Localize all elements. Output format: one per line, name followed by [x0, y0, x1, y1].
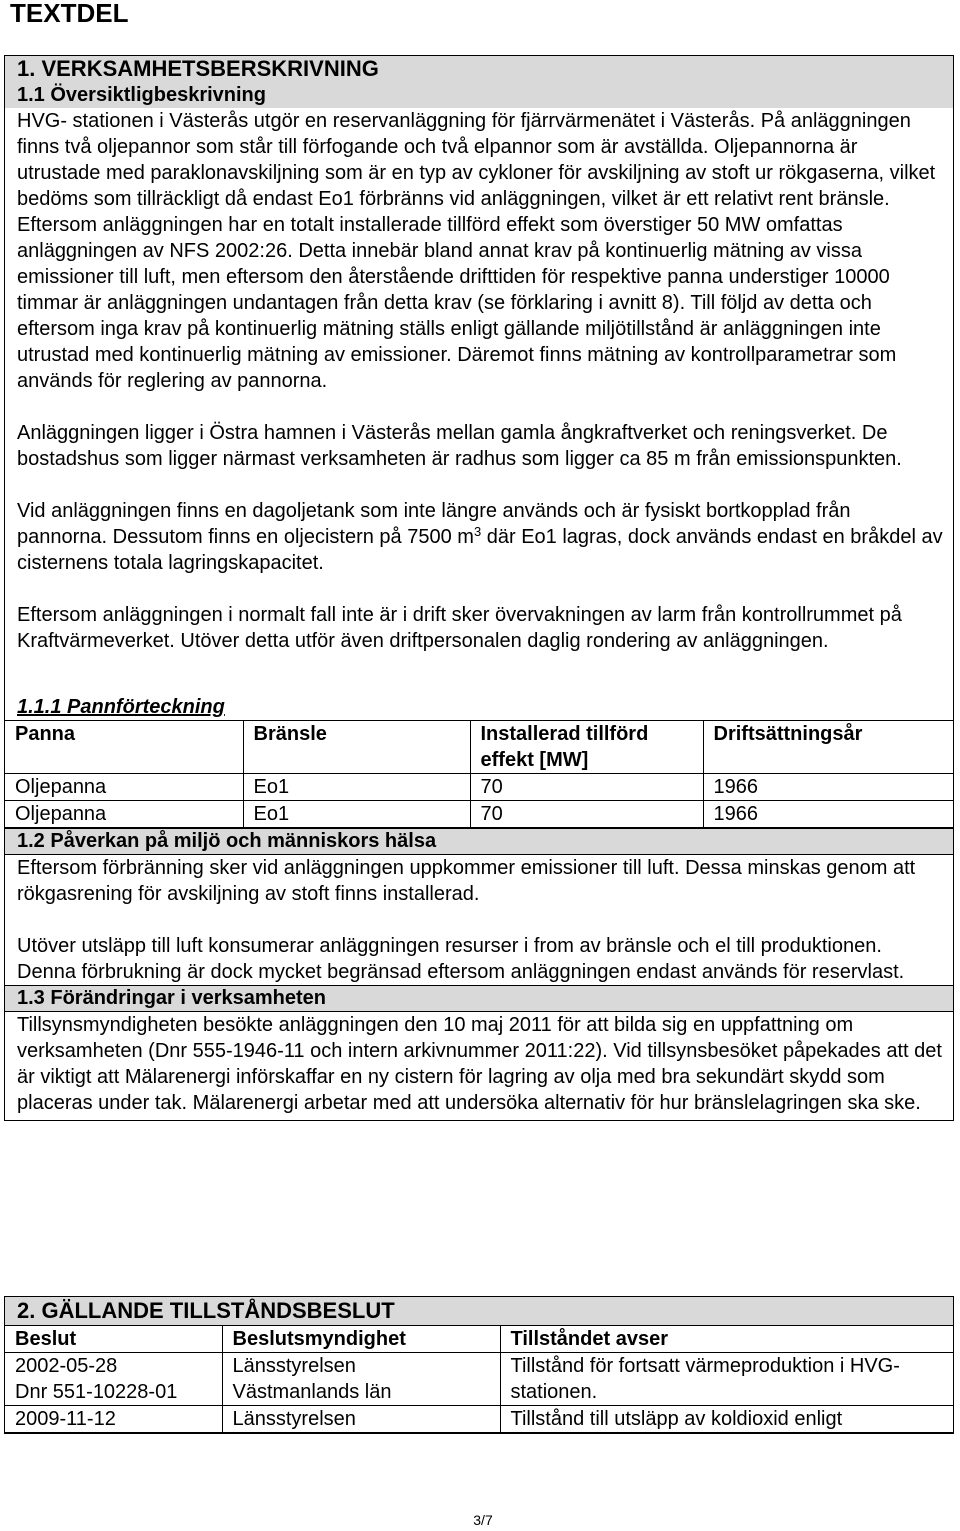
pannforteckning-heading: 1.1.1 Pannförteckning [17, 696, 225, 718]
overview-paragraph-1: HVG- stationen i Västerås utgör en reservanläggning för fjärrvärmenätet i Västerås. På anläggningen finns två oljepannor som står till förfogande och två elpannor som är avställda. Oljepannorna är utrustade med paraklonavskiljning som är en typ av cykloner för avskiljning av stoft ur rökgaserna, vilket bedöms som tillräckligt då endast Eo1 förbränns vid anläggningen, vilket är ett relativt rent bränsle. Eftersom anläggningen har en totalt installerade tillförd effekt som överstiger 50 MW omfattas anläggningen av NFS 2002:26. Detta innebär bland annat krav på kontinuerlig mätning av vissa emissioner till luft, men eftersom den återstående drifttiden för respektive panna understiger 10000 timmar är anläggningen undantagen från detta krav (se förklaring i avnitt 8). Till följd av detta och eftersom inga krav på kontinuerlig mätning ställs enligt gällande miljötillstånd är anläggningen inte utrustad med kontinuerlig mätning av emissioner. Däremot finns mätning av kontrollparametrar som används för reglering av pannorna. [17, 110, 936, 392]
impact-paragraph-2: Utöver utsläpp till luft konsumerar anläggningen resurser i from av bränsle och el till produktionen. Denna förbrukning är dock mycket begränsad eftersom anläggningen endast används för reservlast. [17, 935, 905, 983]
page-number: 3/7 [473, 1512, 493, 1528]
boiler-table-header [5, 721, 953, 774]
table-row [5, 1353, 953, 1406]
table-cell: Oljepanna [5, 774, 243, 801]
table-cell: Eo1 [243, 774, 470, 801]
table-cell: Länsstyrelsen Västmanlands län [222, 1353, 500, 1406]
header-cell: Bränsle [243, 721, 470, 774]
page-title: TEXTDEL [10, 0, 129, 28]
table-cell: 70 [470, 774, 703, 801]
section-2-heading: 2. GÄLLANDE TILLSTÅNDSBESLUT [5, 1297, 953, 1325]
table-cell: 1966 [703, 801, 953, 828]
section-1-2-heading: 1.2 Påverkan på miljö och människors hälsa [5, 828, 953, 855]
table-cell: Oljepanna [5, 801, 243, 828]
section-1-3-heading: 1.3 Förändringar i verksamheten [5, 985, 953, 1012]
table-cell: Tillstånd för fortsatt värmeproduktion i HVG- stationen. [500, 1353, 953, 1406]
header-cell: Beslutsmyndighet [222, 1326, 500, 1353]
impact-paragraph-1: Eftersom förbränning sker vid anläggningen uppkommer emissioner till luft. Dessa minskas genom att rökgasrening för avskiljning av stoft finns installerad. [17, 857, 916, 905]
section-1-box [4, 55, 954, 1121]
overview-paragraph-4: Eftersom anläggningen i normalt fall inte är i drift sker övervakningen av larm från kontrollrummet på Kraftvärmeverket. Utöver detta utför även driftpersonalen daglig rondering av anläggningen. [17, 604, 902, 652]
changes-paragraph: Tillsynsmyndigheten besökte anläggningen den 10 maj 2011 för att bilda sig en uppfattning om verksamheten (Dnr 555-1946-11 och intern arkivnummer 2011:22). Vid tillsynsbesöket påpekades att det är viktigt att Mälarenergi införskaffar en ny cistern för lagring av olja med bra sekundärt skydd som placeras under tak. Mälarenergi arbetar med att undersöka alternativ för hur bränslelagringen ska ske. [17, 1014, 942, 1114]
superscript-3: 3 [473, 524, 482, 539]
header-cell: Driftsättningsår [703, 721, 953, 774]
header-cell: Installerad tillförd effekt [MW] [470, 721, 703, 774]
table-row [5, 801, 953, 828]
page-footer [0, 1512, 960, 1528]
overview-paragraph-2: Anläggningen ligger i Östra hamnen i Västerås mellan gamla ångkraftverket och reningsverket. De bostadshus som ligger närmast verksamheten är radhus som ligger ca 85 m från emissionspunkten. [17, 422, 902, 470]
section-2-box [4, 1296, 954, 1434]
table-cell: Länsstyrelsen [222, 1406, 500, 1433]
table-cell: 1966 [703, 774, 953, 801]
table-cell: 2002-05-28 Dnr 551-10228-01 [5, 1353, 222, 1406]
section-1-1-heading: 1.1 Översiktligbeskrivning [5, 82, 953, 108]
header-cell: Tillståndet avser [500, 1326, 953, 1353]
table-row [5, 774, 953, 801]
boiler-table [5, 720, 953, 828]
permits-table-header [5, 1326, 953, 1353]
header-cell: Panna [5, 721, 243, 774]
table-cell: Tillstånd till utsläpp av koldioxid enligt [500, 1406, 953, 1433]
overview-paragraph-3: Vid anläggningen finns en dagoljetank som inte längre används och är fysiskt bortkopplad från pannorna. Dessutom finns en oljecistern på 7500 $m^3$ där Eo1 lagras, dock används endast en bråkdel av cisternens totala lagringskapacitet. [17, 500, 943, 574]
table-row [5, 1406, 953, 1433]
section-1-heading: 1. VERKSAMHETSBERSKRIVNING [5, 56, 953, 82]
table-cell: 70 [470, 801, 703, 828]
permits-table [5, 1325, 953, 1433]
header-cell: Beslut [5, 1326, 222, 1353]
table-cell: Eo1 [243, 801, 470, 828]
table-cell: 2009-11-12 [5, 1406, 222, 1433]
